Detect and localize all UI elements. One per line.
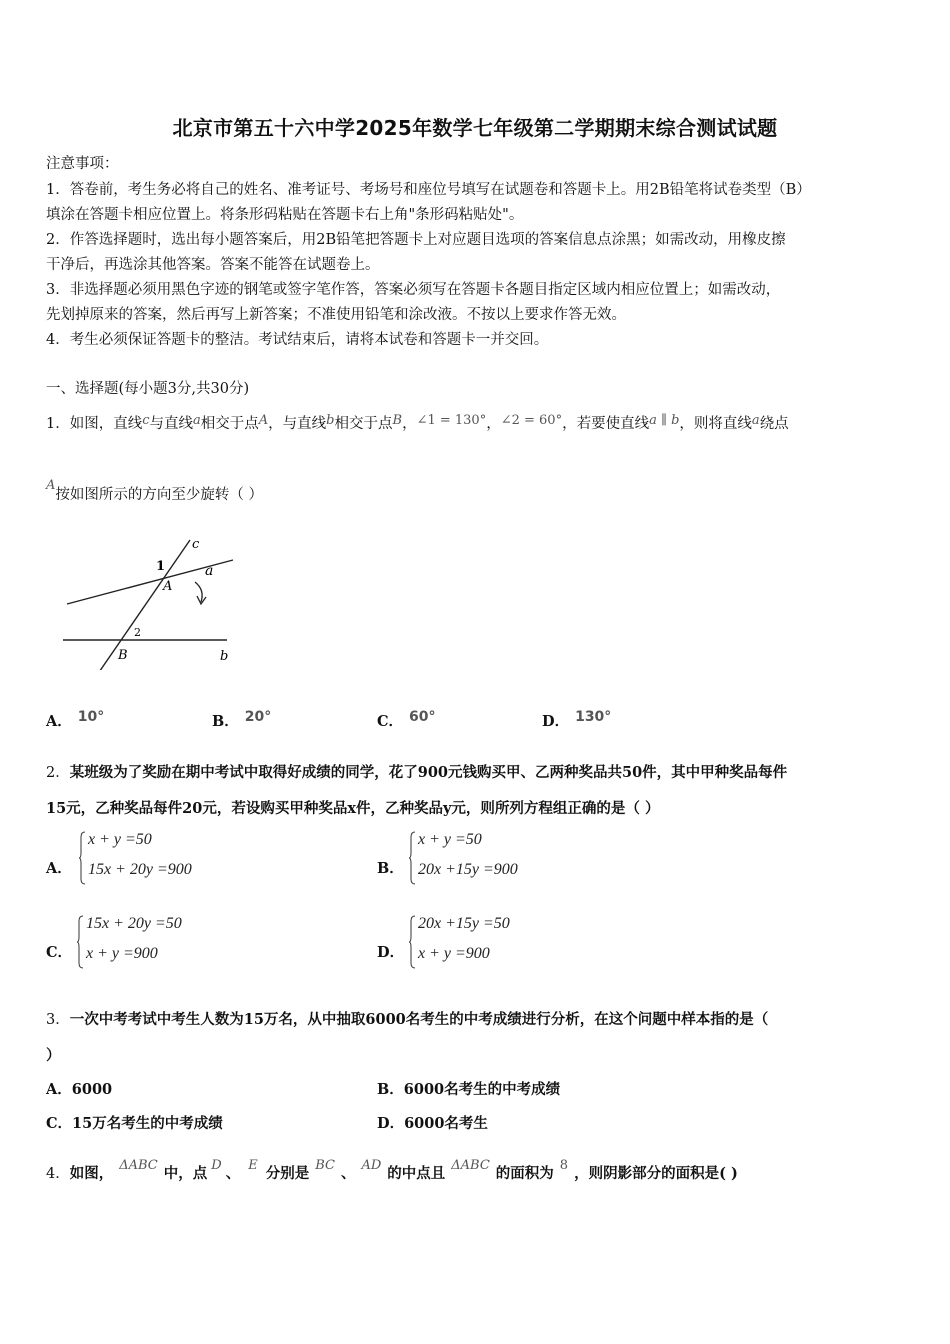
notice-line: 3．非选择题必须用黑色字迹的钢笔或签字笔作答，答案必须写在答题卡各题目指定区域内相应位置上；如需改动， <box>46 282 781 298</box>
math-A: A <box>46 478 56 493</box>
q1-text: 与直线 <box>149 416 194 432</box>
line-c <box>95 540 190 670</box>
question-number: 1． <box>46 416 70 432</box>
option-value: 6000名考生的中考成绩 <box>403 1081 561 1098</box>
math-b: b <box>326 413 335 428</box>
equation-row: x + y =50 <box>88 831 152 848</box>
equation-row: x + y =50 <box>418 831 482 848</box>
question-number: 4． <box>46 1166 70 1182</box>
figure-label-B: B <box>118 648 128 663</box>
brace-icon <box>408 831 416 885</box>
figure-label-a: a <box>205 563 214 579</box>
q3-text: 一次中考考试中考生人数为15万名，从中抽取6000名考生的中考成绩进行分析，在这个问题中样本指的是（ <box>69 1011 769 1028</box>
q1-option-d[interactable] <box>542 709 611 731</box>
question-3-text <box>46 1008 768 1029</box>
option-letter: B． <box>212 713 239 730</box>
q1-text: ， <box>486 416 501 432</box>
q1-option-c[interactable] <box>377 709 436 731</box>
notice-line: 干净后，再选涂其他答案。答案不能答在试题卷上。 <box>46 257 380 273</box>
q1-option-b[interactable] <box>212 709 271 731</box>
option-value: 130° <box>575 709 612 725</box>
q1-text: ，则将直线 <box>679 416 752 432</box>
question-1-text-cont <box>46 478 263 504</box>
math-AD: AD <box>361 1158 382 1173</box>
q4-text: 、 <box>225 1165 241 1182</box>
notice-line: 填涂在答题卡相应位置上。将条形码粘贴在答题卡右上角"条形码粘贴处"。 <box>46 207 524 223</box>
equation-row: 20x +15y =50 <box>418 915 510 932</box>
question-2-text-cont: 15元，乙种奖品每件20元，若设购买甲种奖品x件，乙种奖品y元，则所列方程组正确的是（ ） <box>46 800 660 817</box>
option-letter: B． <box>377 1081 404 1098</box>
math-E: E <box>248 1158 258 1173</box>
q2-option-c-letter[interactable]: C． <box>46 944 73 961</box>
brace-icon <box>78 831 86 885</box>
math-a: a <box>193 413 201 428</box>
notice-line: 2．作答选择题时，选出每小题答案后，用2B铅笔把答题卡上对应题目选项的答案信息点涂黑；如需改动，用橡皮擦 <box>46 232 786 248</box>
brace-icon <box>408 915 416 969</box>
notice-heading: 注意事项： <box>46 156 119 172</box>
notice-line: 1．答卷前，考生务必将自己的姓名、准考证号、考场号和座位号填写在试题卷和答题卡上。用2B铅笔将试卷类型（B） <box>46 182 811 198</box>
equation-row: x + y =900 <box>86 945 158 962</box>
option-letter: A． <box>46 713 72 730</box>
q2-option-b-letter[interactable]: B． <box>377 860 404 877</box>
q4-text: 中，点 <box>163 1165 208 1182</box>
q3-option-a[interactable] <box>46 1078 112 1099</box>
question-3-text-cont: ） <box>46 1047 61 1064</box>
figure-label-c: c <box>192 537 200 552</box>
question-number: 2． <box>46 765 70 781</box>
question-1-figure <box>55 530 245 670</box>
q2-option-a-letter[interactable]: A． <box>46 860 72 877</box>
option-value: 6000 <box>71 1081 113 1098</box>
math-BC: BC <box>315 1158 335 1173</box>
equation-row: 20x +15y =900 <box>418 861 518 878</box>
math-A: A <box>258 413 269 428</box>
math-B: B <box>392 413 403 428</box>
question-2-text <box>46 761 787 782</box>
option-value: 60° <box>409 709 436 725</box>
q4-text: 的中点且 <box>387 1165 446 1182</box>
q1-text: ， <box>402 416 417 432</box>
equation-row: 15x + 20y =50 <box>86 915 182 932</box>
option-letter: D． <box>542 713 570 730</box>
question-number: 3． <box>46 1012 70 1028</box>
equation-row: 15x + 20y =900 <box>88 861 192 878</box>
q3-option-c[interactable] <box>46 1112 223 1133</box>
q1-text: 相交于点 <box>334 416 393 432</box>
brace-icon <box>76 915 84 969</box>
q1-text: ，若要使直线 <box>562 416 650 432</box>
page-title: 北京市第五十六中学2025年数学七年级第二学期期末综合测试试题 <box>172 116 778 140</box>
figure-label-A: A <box>163 579 173 594</box>
figure-label-2: 2 <box>134 626 141 639</box>
q1-text: 如图，直线 <box>69 416 143 432</box>
q4-text: 的面积为 <box>495 1165 554 1182</box>
math-angle1: ∠1 = 130° <box>416 413 487 428</box>
q1-text: 相交于点 <box>200 416 259 432</box>
q1-option-a[interactable] <box>46 709 104 731</box>
math-c: c <box>142 413 150 428</box>
q4-text: ，则阴影部分的面积是( ) <box>574 1165 738 1182</box>
q2-option-d-letter[interactable]: D． <box>377 944 405 961</box>
question-1-text <box>46 412 789 433</box>
q4-text: 如图， <box>69 1165 114 1182</box>
q1-text: ，与直线 <box>268 416 327 432</box>
q3-option-b[interactable] <box>377 1078 560 1099</box>
notice-line: 4．考生必须保证答题卡的整洁。考试结束后，请将本试卷和答题卡一并交回。 <box>46 332 549 348</box>
math-triangle-abc: ΔABC <box>119 1158 158 1173</box>
option-letter: C． <box>46 1115 73 1132</box>
math-angle2: ∠2 = 60° <box>500 413 563 428</box>
equation-row: x + y =900 <box>418 945 490 962</box>
option-value: 15万名考生的中考成绩 <box>72 1115 223 1132</box>
option-letter: D． <box>377 1115 405 1132</box>
option-letter: A． <box>46 1081 72 1098</box>
section-heading: 一、选择题(每小题3分,共30分) <box>46 381 250 397</box>
q3-option-d[interactable] <box>377 1112 488 1133</box>
q1-text: 绕点 <box>759 416 789 432</box>
math-D: D <box>211 1158 222 1173</box>
q1-text: 按如图所示的方向至少旋转（ ） <box>55 487 263 503</box>
math-eight: 8 <box>559 1158 569 1173</box>
q4-text: 分别是 <box>265 1165 310 1182</box>
math-triangle-abc: ΔABC <box>451 1158 490 1173</box>
figure-label-b: b <box>220 649 229 664</box>
question-4-text <box>46 1158 738 1183</box>
option-value: 10° <box>77 709 105 725</box>
option-letter: C． <box>377 713 404 730</box>
option-value: 20° <box>244 709 272 725</box>
q2-text: 某班级为了奖励在期中考试中取得好成绩的同学，花了900元钱购买甲、乙两种奖品共50件，其中甲种奖品每件 <box>69 764 788 781</box>
math-a: a <box>751 413 760 428</box>
q4-text: 、 <box>340 1165 356 1182</box>
notice-line: 先划掉原来的答案，然后再写上新答案；不准使用铅笔和涂改液。不按以上要求作答无效。 <box>46 307 626 323</box>
option-value: 6000名考生 <box>404 1115 488 1132</box>
figure-label-1: 1 <box>156 559 166 574</box>
math-a-parallel-b: a ∥ b <box>649 413 680 428</box>
